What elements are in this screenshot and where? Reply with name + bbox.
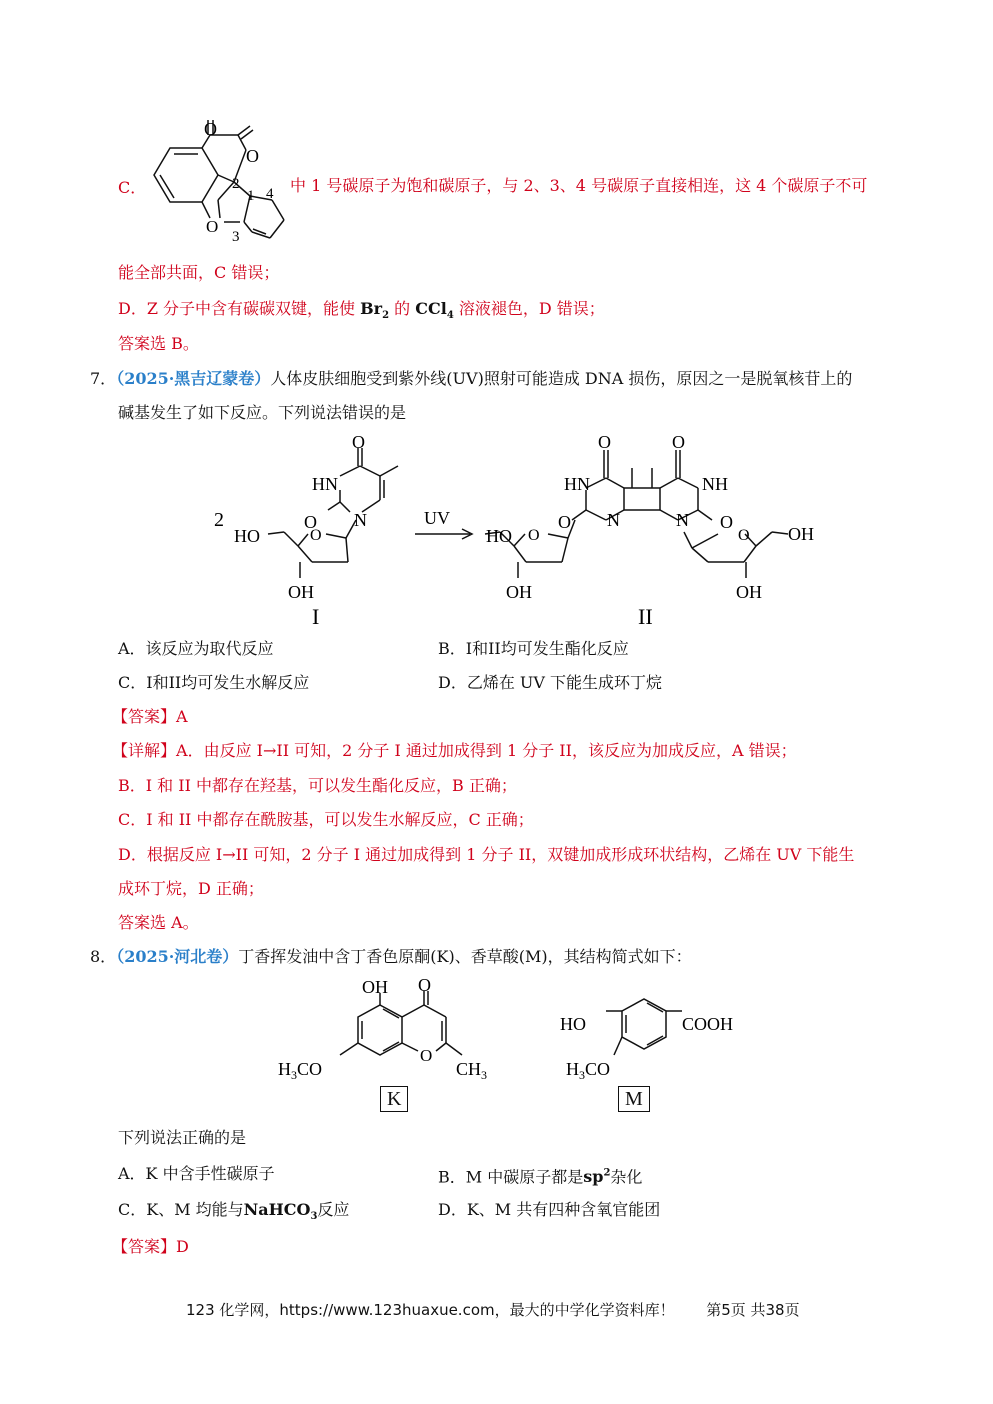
q6-struct-n3: 3 bbox=[232, 229, 240, 245]
q6-struct-n4: 4 bbox=[266, 186, 274, 202]
q7-right-o2: O bbox=[672, 432, 685, 452]
q7-right-ring-o1: O bbox=[528, 527, 540, 544]
q8-stem-text: 丁香挥发油中含丁香色原酮(K)、香草酸(M)，其结构简式如下： bbox=[238, 947, 692, 966]
q6-option-c-text2: 能全部共面，C 错误； bbox=[118, 263, 280, 282]
q8-k-o-ring: O bbox=[420, 1046, 433, 1065]
q7-right-oh-end: OH bbox=[788, 524, 814, 544]
q8-number: 8． bbox=[90, 947, 117, 966]
q8-answer-value: D bbox=[176, 1237, 189, 1256]
q6-ccl4: CCl$_4$ bbox=[415, 299, 454, 322]
q8-k-ch3: $CH_3$ bbox=[456, 1059, 488, 1082]
q6-option-c-prefix: C． bbox=[118, 178, 147, 197]
q7-right-o4: O bbox=[720, 512, 733, 532]
q7-right-ring-o2: O bbox=[738, 527, 750, 544]
q6-struct-o-top: O bbox=[204, 119, 217, 139]
q7-coefficient: 2 bbox=[214, 509, 224, 531]
q7-left-ring-o: O bbox=[310, 527, 322, 544]
q7-right-n2: N bbox=[676, 510, 689, 530]
q7-right-hn: HN bbox=[564, 474, 590, 494]
q7-stem-line1 bbox=[90, 368, 852, 390]
q8-answer bbox=[112, 1236, 189, 1258]
q7-source: （2025·黑吉辽蒙卷） bbox=[116, 369, 271, 388]
q7-detail-line4: D．根据反应 I→II 可知，2 分子 I 通过加成得到 1 分子 II，双键加成形成环状结构，乙烯在 UV 下能生 bbox=[118, 845, 855, 864]
footer-site: 123 化学网，https://www.123huaxue.com，最大的中学化学资料库！ bbox=[186, 1301, 675, 1319]
q7-arrow-uv: UV bbox=[424, 508, 450, 528]
q7-detail-label: 【详解】 bbox=[112, 741, 177, 760]
q6-structure-diagram bbox=[140, 110, 300, 250]
q7-left-n: N bbox=[354, 510, 367, 530]
q7-detail-line3: C．I 和 II 中都存在酰胺基，可以发生水解反应，C 正确； bbox=[118, 810, 534, 829]
q8-option-b: B．M 中碳原子都是$sp^2$杂化 bbox=[438, 1167, 643, 1187]
q7-answer-value: A bbox=[176, 707, 188, 726]
q6-br2: $Br_2$ bbox=[360, 299, 390, 322]
q7-label-ii: II bbox=[638, 604, 653, 629]
q7-right-n1: N bbox=[607, 510, 620, 530]
q8-label-k: K bbox=[380, 1086, 408, 1112]
q8-stem bbox=[90, 946, 692, 968]
q6-struct-n1: 1 bbox=[247, 188, 255, 204]
q6-option-d-mid: 的 bbox=[394, 299, 411, 318]
q8-option-c: C．K、M 均能与NaHCO$_3$反应 bbox=[118, 1200, 350, 1223]
q8-source: （2025·河北卷） bbox=[116, 947, 239, 966]
q8-m-h3co: $H_3CO$ bbox=[566, 1059, 611, 1082]
q8-label-m: M bbox=[618, 1086, 650, 1112]
q7-right-o3: O bbox=[558, 512, 571, 532]
q7-reaction-scheme bbox=[200, 428, 820, 633]
q8-option-d: D．K、M 共有四种含氧官能团 bbox=[438, 1200, 661, 1219]
footer-page-number: 第5页 共38页 bbox=[706, 1301, 800, 1319]
q7-right-oh1: OH bbox=[506, 582, 532, 602]
q7-right-ho: HO bbox=[486, 526, 512, 546]
q6-option-d bbox=[118, 298, 605, 327]
q7-answer-label: 【答案】 bbox=[112, 707, 177, 726]
q7-detail-text1: A．由反应 I→II 可知，2 分子 I 通过加成得到 1 分子 II，该反应为加成反应，A 错误； bbox=[176, 741, 797, 760]
q7-detail-line1 bbox=[112, 740, 797, 762]
q7-left-oh: OH bbox=[288, 582, 314, 602]
q6-struct-o-right: O bbox=[246, 146, 259, 166]
q7-option-b: B．I和II均可发生酯化反应 bbox=[438, 639, 629, 658]
q7-option-d: D．乙烯在 UV 下能生成环丁烷 bbox=[438, 673, 663, 692]
q8-k-o-top: O bbox=[418, 975, 431, 995]
q7-left-ho: HO bbox=[234, 526, 260, 546]
q7-left-o: O bbox=[304, 512, 317, 532]
q7-right-o1: O bbox=[598, 432, 611, 452]
q7-number: 7． bbox=[90, 369, 117, 388]
q7-stem1: 人体皮肤细胞受到紫外线(UV)照射可能造成 DNA 损伤，原因之一是脱氧核苷上的 bbox=[270, 369, 853, 388]
q7-detail-line2: B．I 和 II 中都存在羟基，可以发生酯化反应，B 正确； bbox=[118, 776, 517, 795]
q7-conclusion: 答案选 A。 bbox=[118, 913, 199, 932]
q7-label-i: I bbox=[312, 604, 320, 629]
q7-answer bbox=[112, 706, 188, 728]
q8-sp2: $sp^2$ bbox=[583, 1167, 611, 1187]
q6-struct-o-ring: O bbox=[206, 217, 219, 236]
q7-option-c: C．I和II均可发生水解反应 bbox=[118, 673, 310, 692]
q8-k-h3co: $H_3CO$ bbox=[278, 1059, 323, 1082]
q6-struct-n2: 2 bbox=[232, 176, 240, 192]
q7-right-oh2: OH bbox=[736, 582, 762, 602]
q7-detail-line5: 成环丁烷，D 正确； bbox=[118, 879, 264, 898]
q6-option-c-text1: 中 1 号碳原子为饱和碳原子，与 2、3、4 号碳原子直接相连，这 4 个碳原子不可 bbox=[290, 176, 868, 195]
q8-m-cooh: COOH bbox=[682, 1014, 734, 1034]
q7-left-o-top: O bbox=[352, 432, 365, 452]
q8-k-oh: OH bbox=[362, 977, 388, 997]
q8-prompt: 下列说法正确的是 bbox=[118, 1128, 247, 1147]
q8-nahco3: NaHCO$_3$ bbox=[243, 1200, 318, 1223]
q8-option-a: A．K 中含手性碳原子 bbox=[118, 1164, 275, 1183]
page-footer bbox=[186, 1299, 800, 1320]
q7-option-a: A．该反应为取代反应 bbox=[118, 639, 274, 658]
q7-left-hn: HN bbox=[312, 474, 338, 494]
q6-option-d-suffix: 溶液褪色，D 错误； bbox=[458, 299, 605, 318]
q6-answer-line: 答案选 B。 bbox=[118, 334, 199, 353]
q7-stem2: 碱基发生了如下反应。下列说法错误的是 bbox=[118, 403, 407, 422]
q8-m-ho: HO bbox=[560, 1014, 586, 1034]
q8-structures-diagram bbox=[270, 975, 770, 1120]
q8-answer-label: 【答案】 bbox=[112, 1237, 177, 1256]
q7-right-nh: NH bbox=[702, 474, 728, 494]
q6-option-d-prefix: D．Z 分子中含有碳碳双键，能使 bbox=[118, 299, 356, 318]
